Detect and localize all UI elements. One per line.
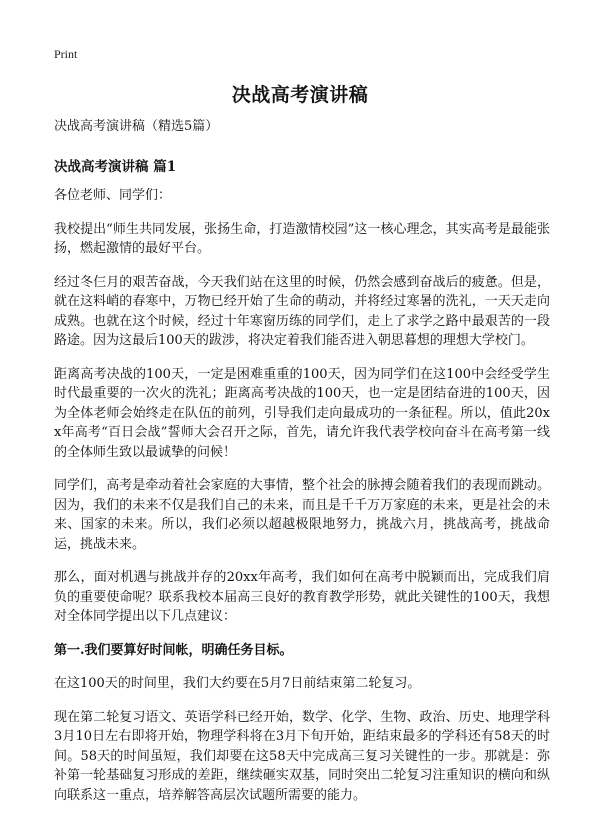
paragraph: 那么，面对机遇与挑战并存的20xx年高考，我们如何在高考中脱颖而出，完成我们肩负的重要使命呢？联系我校本届高三良好的教育教学形势，就此关键性的100天，我想对全体同学提出以下几点建议： xyxy=(54,570,550,624)
section-heading: 决战高考演讲稿 篇1 xyxy=(54,159,177,175)
paragraph: 现在第二轮复习语文、英语学科已经开始，数学、化学、生物、政治、历史、地理学科3月10日左右即将开始，物理学科将在3月下旬开始，距结束最多的学科还有58天的时间。58天的时间虽短，我们却要在这58天中完成高三复习关键性的一步。那就是：弥补第一轮基础复习形成的差距，继续砸实双基，同时突出二轮复习注重知识的横向和纵向联系这一重点，培养解答高层次试题所需要的能力。 xyxy=(54,709,550,803)
paragraph: 同学们，高考是牵动着社会家庭的大事情，整个社会的脉搏会随着我们的表现而跳动。因为，我们的未来不仅是我们自己的未来，而且是千千万万家庭的未来，更是社会的未来、国家的未来。所以，我们必须以超越极限地努力，挑战六月，挑战高考，挑战命运，挑战未来。 xyxy=(54,478,550,552)
point-heading: 第一.我们要算好时间帐，明确任务目标。 xyxy=(54,642,293,658)
paragraph-greeting: 各位老师、同学们： xyxy=(54,188,172,203)
document-body xyxy=(54,118,550,819)
paragraph: 我校提出“师生共同发展，张扬生命，打造激情校园”这一核心理念，其实高考是最能张扬，燃起激情的最好平台。 xyxy=(54,221,550,256)
paragraph: 经过冬仨月的艰苦奋战，今天我们站在这里的时候，仍然会感到奋战后的疲惫。但是，就在这料峭的春寒中，万物已经开始了生命的萌动，并将经过寒暑的洗礼，一天天走向成熟。也就在这个时候，经过十年寒窗历练的同学们，走上了求学之路中最艰苦的一段路途。因为这最后100天的跋涉，将决定着我们能否进入朝思暮想的理想大学校门。 xyxy=(54,274,550,348)
print-link[interactable]: Print xyxy=(54,47,78,61)
document-title: 决战高考演讲稿 xyxy=(231,84,369,106)
paragraph: 在这100天的时间里，我们大约要在5月7日前结束第二轮复习。 xyxy=(54,676,421,691)
paragraph: 距离高考决战的100天，一定是困难重重的100天，因为同学们在这100中会经受学生时代最重要的一次火的洗礼；距离高考决战的100天，也一定是团结奋进的100天，因为全体老师会始终走在队伍的前列，引导我们走向最成功的一条征程。所以，值此20xx年高考“百日会战”誓师大会召开之际，首先，请允许我代表学校向奋斗在高考第一线的全体师生致以最诚挚的问候！ xyxy=(54,366,550,460)
document-subtitle: 决战高考演讲稿（精选5篇） xyxy=(54,119,219,134)
